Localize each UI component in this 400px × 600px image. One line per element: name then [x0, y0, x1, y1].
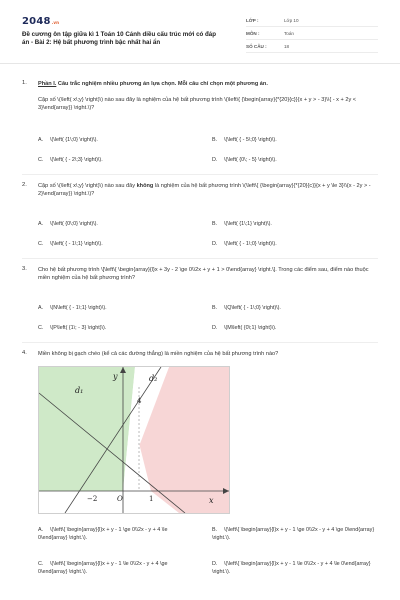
- option-text: \(\left( {1\;1} \right)\).: [224, 221, 272, 227]
- page-header: [0, 0, 400, 64]
- option-letter: D.: [212, 157, 218, 163]
- option-3c[interactable]: [38, 324, 106, 332]
- tick-label: 1: [149, 495, 154, 503]
- option-text: \(\left\{ \begin{array}{l}x + y - 1 \ge 0\\2x - y + 4 \le 0\end{array} \right.\).: [38, 527, 168, 541]
- meta-label: LỚP :: [246, 17, 259, 23]
- option-text: \(\left\{ \begin{array}{l}x + y - 1 \le 0\\2x - y + 4 \ge 0\end{array} \right.\).: [38, 561, 168, 575]
- option-1b[interactable]: [212, 136, 277, 144]
- option-letter: A.: [38, 527, 44, 533]
- inequality-graph: [38, 366, 230, 514]
- meta-row-subject: [246, 27, 378, 40]
- question-number: 2.: [22, 182, 27, 188]
- option-4a[interactable]: [38, 526, 198, 542]
- meta-row-count: [246, 40, 378, 53]
- divider: [22, 174, 378, 175]
- logo-suffix: .vn: [51, 20, 60, 25]
- meta-value: 18: [284, 43, 290, 49]
- option-text: \(\left( {0\; - 5} \right)\).: [224, 157, 277, 163]
- option-letter: C.: [38, 241, 44, 247]
- tick-label: −2: [87, 495, 98, 503]
- option-2c[interactable]: [38, 240, 103, 248]
- option-letter: B.: [212, 221, 218, 227]
- option-text: \(\left\{ \begin{array}{l}x + y - 1 \ge 0\\2x - y + 4 \ge 0\end{array} \right.\).: [212, 527, 375, 541]
- question-stem: Cặp số \(\left( x\;y} \right)\) nào sau đây là nghiệm của hệ bất phương trình \(\left\{ {\begin{array}{*{20}{c}}{x + y > - 3}\\{ - x + 2y < 3}\end{array}} \right.\)?: [38, 97, 357, 111]
- option-2a[interactable]: [38, 220, 98, 228]
- meta-value: Lớp 10: [284, 17, 299, 23]
- stem-emphasis: không: [136, 183, 154, 189]
- option-1a[interactable]: [38, 136, 98, 144]
- option-4d[interactable]: [212, 560, 382, 576]
- meta-row-class: [246, 14, 378, 27]
- question-stem: Miền không bị gạch chéo (kể cả các đường thẳng) là miền nghiệm của hệ bất phương trình nào?: [38, 351, 279, 357]
- d1-label: d₁: [75, 386, 84, 395]
- question-stem: [38, 182, 378, 198]
- question-number: 3.: [22, 266, 27, 272]
- option-letter: D.: [212, 241, 218, 247]
- y-axis-label: y: [113, 372, 118, 381]
- stem-part: Cặp số \(\left( x\;y} \right)\) nào sau đây: [38, 183, 137, 189]
- question-stem: [38, 80, 378, 88]
- site-logo[interactable]: [22, 16, 59, 27]
- meta-label: MÔN :: [246, 30, 260, 36]
- option-text: \(\left( { - 1\;0} \right)\).: [224, 241, 277, 247]
- option-letter: B.: [212, 527, 218, 533]
- option-text: \(N\left( { - 1\;1} \right)\).: [50, 305, 107, 311]
- option-text: \(\left( {1\;0} \right)\).: [50, 137, 98, 143]
- option-text: \(\left( { - 2\;3} \right)\).: [50, 157, 103, 163]
- option-4c[interactable]: [38, 560, 198, 576]
- option-letter: D.: [212, 561, 218, 567]
- option-letter: C.: [38, 157, 44, 163]
- option-3b[interactable]: [212, 304, 281, 312]
- tick-label: 4: [137, 397, 142, 405]
- d2-label: d₂: [149, 374, 158, 383]
- document-meta: [246, 14, 378, 53]
- x-axis-label: x: [209, 496, 214, 505]
- part-text: Câu trắc nghiệm nhiều phương án lựa chọn. Mỗi câu chỉ chọn một phương án.: [56, 81, 268, 87]
- option-letter: B.: [212, 137, 218, 143]
- graph-svg: [39, 367, 229, 513]
- option-letter: C.: [38, 561, 44, 567]
- divider: [22, 342, 378, 343]
- question-number: 4.: [22, 350, 27, 356]
- divider: [22, 258, 378, 259]
- option-3a[interactable]: [38, 304, 107, 312]
- document-title: Đề cương ôn tập giữa kì 1 Toán 10 Cánh diều cấu trúc mới có đáp án - Bài 2: Hệ bất phương trình bậc nhất hai ẩn: [22, 31, 217, 46]
- meta-label: SỐ CÂU :: [246, 43, 267, 49]
- option-letter: A.: [38, 221, 44, 227]
- part-label: Phần I.: [38, 81, 57, 87]
- question-stem: Cho hệ bất phương trình \[\left\{ \begin{array}{l}x + 3y - 2 \ge 0\\2x + y + 1 > 0\end{array} \right.\]. Trong các điểm sau, điểm nào thuộc miền nghiệm của hệ bất phương trình?: [38, 267, 369, 281]
- option-text: \(\left( { - 1\;1} \right)\).: [50, 241, 103, 247]
- option-letter: C.: [38, 325, 44, 331]
- option-text: \(P\left( {1\; - 3} \right)\).: [50, 325, 107, 331]
- option-letter: B.: [212, 305, 218, 311]
- option-text: \(Q\left( { - 1\;0} \right)\).: [224, 305, 281, 311]
- stem-part: là nghiệm của hệ bất phương trình \(\left\{ {\begin{array}{*{20}{c}}{x + y \le 3}\\{x - 2y > - 2}\end{array}} \right.\)?: [38, 183, 371, 197]
- option-3d[interactable]: [212, 324, 276, 332]
- option-letter: A.: [38, 305, 44, 311]
- option-4b[interactable]: [212, 526, 382, 542]
- option-text: \(\left( { - 5\;0} \right)\).: [224, 137, 277, 143]
- option-text: \(M\left( {0\;1} \right)\).: [224, 325, 277, 331]
- option-letter: D.: [212, 325, 218, 331]
- option-1c[interactable]: [38, 156, 103, 164]
- option-2d[interactable]: [212, 240, 277, 248]
- meta-value: Toán: [284, 30, 294, 36]
- option-2b[interactable]: [212, 220, 272, 228]
- option-letter: A.: [38, 137, 44, 143]
- option-1d[interactable]: [212, 156, 277, 164]
- option-text: \(\left( {0\;0} \right)\).: [50, 221, 98, 227]
- question-number: 1.: [22, 80, 27, 86]
- tick-label: O: [117, 495, 123, 503]
- option-text: \(\left\{ \begin{array}{l}x + y - 1 \le 0\\2x - y + 4 \le 0\end{array} \right.\).: [212, 561, 371, 575]
- logo-main: 2048: [22, 16, 51, 27]
